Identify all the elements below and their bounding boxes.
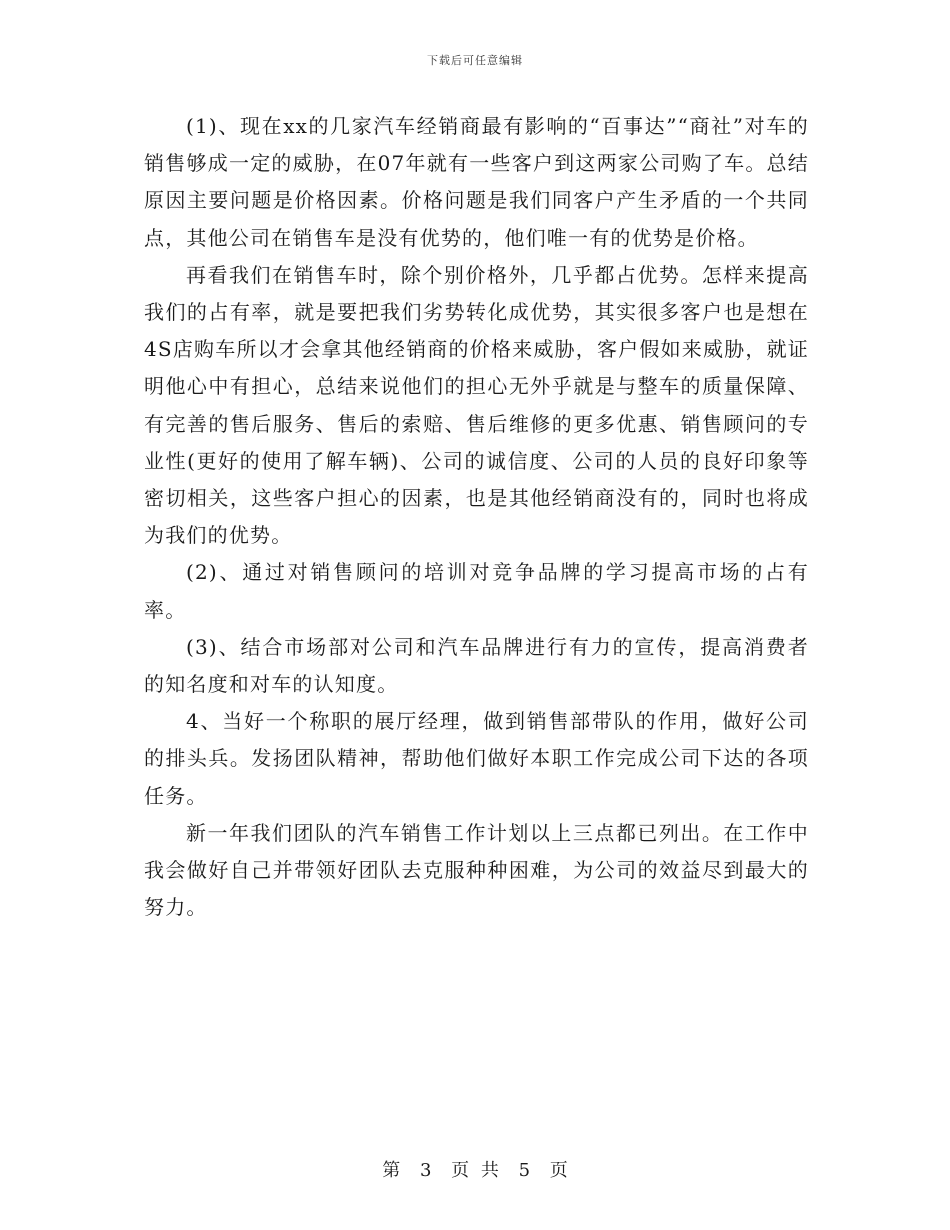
document-body xyxy=(144,108,809,926)
paragraph-marketing: (3)、结合市场部对公司和汽车品牌进行有力的宣传，提高消费者的知名度和对车的认知度。 xyxy=(144,634,809,697)
page-header-note: 下载后可任意编辑 xyxy=(427,54,523,67)
page-number xyxy=(0,1156,950,1182)
paragraph-conclusion: 新一年我们团队的汽车销售工作计划以上三点都已列出。在工作中我会做好自己并带领好团队去克服种种困难，为公司的效益尽到最大的努力。 xyxy=(144,820,809,920)
paragraph-training: (2)、通过对销售顾问的培训对竞争品牌的学习提高市场的占有率。 xyxy=(144,560,809,622)
paragraph-advantages: 再看我们在销售车时，除个别价格外，几乎都占优势。怎样来提高我们的占有率，就是要把我们劣势转化成优势，其实很多客户也是想在4S店购车所以才会拿其他经销商的价格来威胁，客户假如来威胁，就证明他心中有担心，总结来说他们的担心无外乎就是与整车的质量保障、有完善的售后服务、售后的索赔、售后维修的更多优惠、销售顾问的专业性(更好的使用了解车辆)、公司的诚信度、公司的人员的良好印象等密切相关，这些客户担心的因素，也是其他经销商没有的，同时也将成为我们的优势。 xyxy=(144,262,809,548)
page-number-current: 3 xyxy=(419,1160,432,1181)
page-number-suffix: 页 xyxy=(549,1160,568,1181)
paragraph-competitors: (1)、现在xx的几家汽车经销商最有影响的“百事达”“商社”对车的销售够成一定的威胁，在07年就有一些客户到这两家公司购了车。总结原因主要问题是价格因素。价格问题是我们同客户产生矛盾的一个共同点，其他公司在销售车是没有优势的，他们唯一有的优势是价格。 xyxy=(144,114,809,250)
page-number-total: 5 xyxy=(518,1160,531,1181)
page-number-middle: 页 共 xyxy=(451,1160,499,1181)
paragraph-showroom-manager: 4、当好一个称职的展厅经理，做到销售部带队的作用，做好公司的排头兵。发扬团队精神，帮助他们做好本职工作完成公司下达的各项任务。 xyxy=(144,709,809,808)
page-number-prefix: 第 xyxy=(382,1160,401,1181)
